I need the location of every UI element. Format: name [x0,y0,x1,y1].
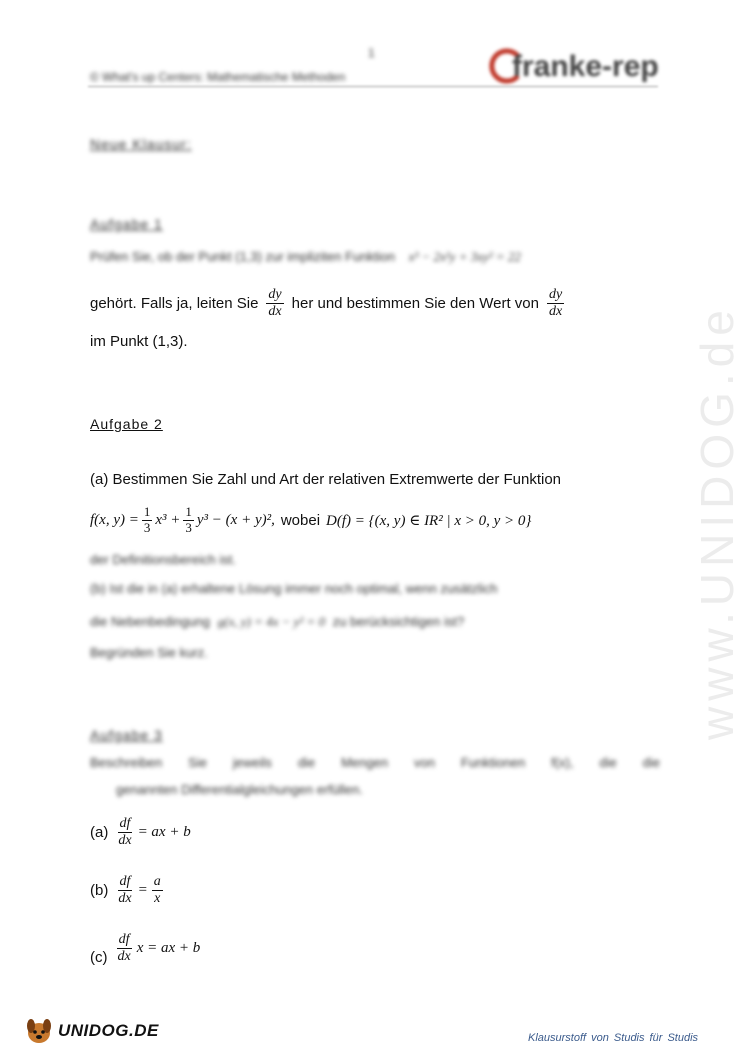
logo-text: franke-rep [512,50,659,83]
task1-line2-b: her und bestimmen Sie den Wert von [291,294,539,312]
a-over-x-fraction [152,874,163,906]
one-third-fraction [142,505,153,535]
item-rhs: = [137,881,148,898]
footer-right-text: Klausurstoff von Studis für Studis [528,1032,699,1044]
constraint-formula: g(x, y) = 4x − y² = 0 [217,614,326,629]
frac-num: dy [549,287,563,303]
task1-line1 [90,249,521,265]
frac-num: df [119,816,131,832]
f-lhs: f(x, y) = [90,511,139,528]
page-number: 1 [368,46,375,60]
task2-formula [90,500,531,540]
task1-line1-text: Prüfen Sie, ob der Punkt (1,3) zur impliziten Funktion [90,249,395,264]
dy-dx-fraction-2 [547,287,564,319]
task2-part-b: (b) Ist die in (a) erhaltene Lösung immer noch optimal, wenn zusätzlich [90,581,498,596]
task2-part-b2-end: zu berücksichtigen ist? [332,614,465,629]
task2-heading: Aufgabe 2 [90,416,163,432]
footer-logo [22,1016,159,1046]
task2-part-b3: Begründen Sie kurz. [90,645,208,660]
item-label: (c) [90,948,108,966]
task2-def-line: der Definitionsbereich ist. [90,552,236,567]
frac-den: dx [549,303,563,319]
task1-line2 [90,283,564,323]
df-dx-fraction [116,874,133,906]
domain-formula: D(f) = {(x, y) ∈ IR² | x > 0, y > 0} [326,512,532,529]
frac-den: dx [118,832,132,848]
frac-den: dx [268,303,282,319]
page-title: Neue Klausur: [90,136,192,152]
frac-num: dy [268,287,282,303]
df-dx-fraction [116,816,133,848]
frac-num: 1 [143,504,151,520]
footer-logo-text: UNIDOG.DE [58,1021,159,1040]
task1-heading: Aufgabe 1 [90,216,163,232]
task3-intro1: Beschreiben Sie jeweils die Mengen von Funktionen f(x), die die [90,755,660,770]
header-rule [88,86,658,87]
task1-line2-a: gehört. Falls ja, leiten Sie [90,294,259,312]
task2-part-b2 [90,614,464,630]
task1-line3: im Punkt (1,3). [90,333,188,350]
watermark: www.UNIDOG.de [691,304,743,740]
item-rhs: x = ax + b [136,939,201,956]
df-dx-fraction [116,932,133,964]
frac-num: df [119,874,131,890]
task2-part-a: (a) Bestimmen Sie Zahl und Art der relativen Extremwerte der Funktion [90,471,562,488]
task3-intro2: genannten Differentialgleichungen erfüllen. [116,782,363,797]
frac-den: dx [117,948,131,964]
item-label: (a) [90,823,109,841]
frac-den: 3 [185,519,192,535]
header-left-text: © What's up Centers: Mathematische Methoden [90,70,346,84]
y3-term: y³ − (x + y)², [196,511,275,528]
item-rhs: = ax + b [137,823,191,840]
frac-den: dx [118,890,132,906]
task3-item-b [90,868,163,912]
task3-heading: Aufgabe 3 [90,727,163,743]
wobei-text: wobei [280,511,321,529]
dy-dx-fraction [266,287,283,319]
item-label: (b) [90,881,109,899]
frac-den: 3 [143,519,151,535]
task2-part-b2-text: die Nebenbedingung [90,614,210,629]
header-logo [486,48,659,89]
frac-num: df [118,932,130,948]
frac-num: a [153,874,161,890]
task3-item-c [90,926,200,970]
frac-num: 1 [185,504,192,520]
dog-icon [22,1016,56,1046]
task1-line1-formula: x³ − 2x²y + 3xy² = 22 [408,249,521,264]
frac-den: x [154,890,161,906]
task3-item-a [90,810,191,854]
one-third-fraction-2 [183,505,194,535]
x3-term: x³ + [155,511,181,528]
